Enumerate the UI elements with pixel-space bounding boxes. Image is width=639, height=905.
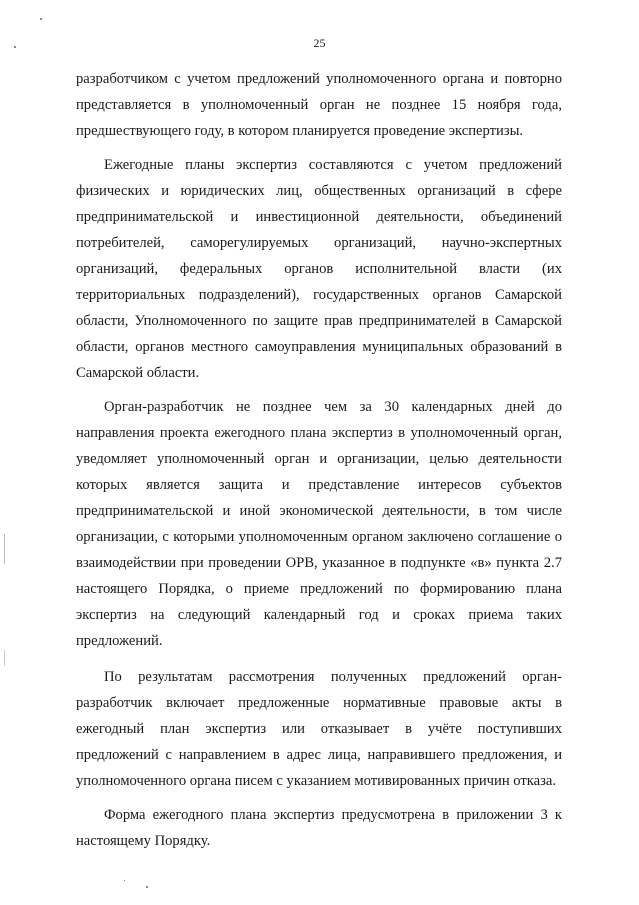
scan-edge-line bbox=[4, 534, 5, 564]
paragraph-notification: Орган-разработчик не позднее чем за 30 календарных дней до направления проекта ежегодного плана экспертиз в уполномоченный орган, уведомляет уполномоченный орган и организации, целью деятельности которых является защита и представление интересов субъектов предпринимательской и иной экономической деятельности, в том числе организации, с которыми уполномоченным органом заключено соглашение о взаимодействии при проведении ОРВ, указанное в подпункте «в» пункта 2.7 настоящего Порядка, о приеме предложений по формированию плана экспертиз на следующий календарный год и сроках приема таких предложений. bbox=[76, 399, 562, 649]
scan-speck bbox=[124, 880, 125, 881]
scan-edge-line bbox=[4, 650, 5, 666]
page-number: 25 bbox=[313, 36, 326, 50]
paragraph-annual-plans: Ежегодные планы экспертиз составляются с учетом предложений физических и юридических лиц, общественных организаций в сфере предпринимательской и инвестиционной деятельности, объединений потребителей, саморегулируемых организаций, научно-экспертных организаций, федеральных органов исполнительной власти (их территориальных подразделений), государственных органов Самарской области, Уполномоченного по защите прав предпринимателей в Самарской области, органов местного самоуправления муниципальных образований в Самарской области. bbox=[76, 157, 562, 381]
paragraph-review-results: По результатам рассмотрения полученных предложений орган-разработчик включает предложенные нормативные правовые акты в ежегодный план экспертиз или отказывает в учёте поступивших предложений с направлением в адрес лица, направившего предложения, и уполномоченного органа писем с указанием мотивированных причин отказа. bbox=[76, 669, 562, 789]
paragraph-continuation: разработчиком с учетом предложений уполномоченного органа и повторно представляется в уполномоченный орган не позднее 15 ноября года, предшествующего году, в котором планируется проведение экспертизы. bbox=[76, 71, 562, 139]
scan-speck bbox=[40, 18, 42, 20]
paragraph-plan-form: Форма ежегодного плана экспертиз предусмотрена в приложении 3 к настоящему Порядку. bbox=[76, 807, 562, 849]
document-body bbox=[76, 66, 562, 862]
scan-speck bbox=[146, 886, 148, 888]
